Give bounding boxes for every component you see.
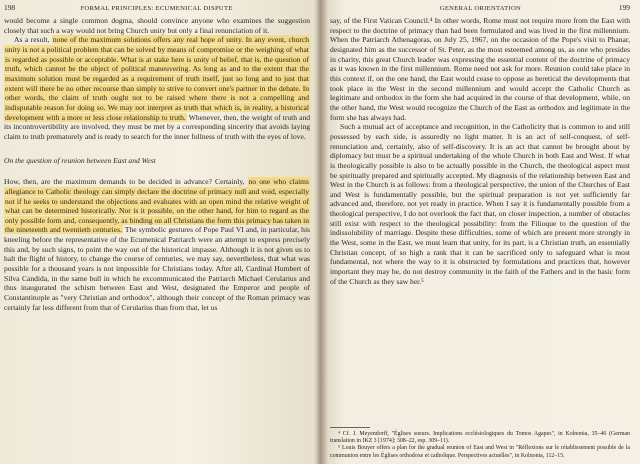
footnote-4: ⁴ Cf. J. Meyendorff, "Églises soeurs. Implications ecclésiologiques du Tomos Agapes", in Kolnonia, 35–46 (German translation in IKZ 3 [1974]: 308–22, esp. 309–11). — [330, 430, 630, 445]
left-paragraph-2 — [4, 35, 310, 141]
right-page-body — [330, 16, 630, 286]
left-page-body — [4, 16, 310, 312]
left-paragraph-2-lead: As a result, — [14, 35, 52, 45]
right-page-number: 199 — [618, 3, 630, 12]
left-running-head — [4, 3, 310, 14]
highlighted-passage-1: none of the maximum solutions offers any real hope of unity. In any event, church unity is not a political problem that can be solved by means of compromise or the weighing of what is regarded as possible or acceptable. What is at stake here is unity of belief, that is, the question of truth, which cannot be the object of political maneuvering. As long as and to the extent that the maximum solution must be regarded as a requirement of truth itself, just so long and to just that extent will there be no other recourse than simply to strive to convert one's partner in the debate. In other words, the claim of truth ought not to be raised where there is not a compelling and indisputable reason for doing so. We may not interpret as truth that which is, in reality, a historical development with a more or less close relationship to truth. — [5, 35, 309, 122]
footnote-rule — [330, 427, 370, 428]
left-paragraph-3-tail: The symbolic gestures of Pope Paul VI and, in particular, his kneeling before the representative of the Ecumenical Patriarch were an attempt to express precisely this and, by such signs, to point the way out of the historical impasse. Although it is not given us to halt the flight of history, to change the course of centuries, we may say, nevertheless, that what was possible for a thousand years is not impossible for Christians today. After all, Cardinal Humbert of Silva Candida, in the same bull in which he excommunicated the Patriarch Michael Cerularius and thus inaugurated the schism between East and West, designated the Emperor and people of Constantinople as "very Christian and orthodox", although their concept of the Roman primacy was certainly far less different from that of Cerularius than from that, let us — [4, 225, 310, 312]
right-paragraph-1: say, of the First Vatican Council.⁴ In other words, Rome must not require more from the East with respect to the doctrine of primacy than had been formulated and was lived in the first millennium. When the Patriarch Athenagoras, on July 25, 1967, on the occasion of the Pope's visit to Phanar, designated him as the successor of St. Peter, as the most esteemed among us, as one who presides in charity, this great Church leader was expressing the essential content of the doctrine of primacy as it was known in the first millennium. Rome need not ask for more. Reunion could take place in this context if, on the one hand, the East would cease to oppose as heretical the developments that took place in the West in the second millennium and would accept the Catholic Church as legitimate and orthodox in the form she had acquired in the course of that development, while, on the other hand, the West would recognize the Church of the East as orthodox and legitimate in the form she has always had. — [330, 16, 630, 122]
section-subheading: On the question of reunion between East and West — [4, 155, 156, 165]
right-running-head — [330, 3, 630, 14]
left-page — [0, 0, 318, 464]
highlighted-passage-2: no one who claims allegiance to Catholic theology can simply declare the doctrine of primacy null and void, especially not if he seeks to understand the objections and evaluates with an open mind the relative weight of what can be determined historically. Nor is it possible, on the other hand, for him to regard as the only possible form and, consequently, as binding on all Christians the form this primacy has taken in the nineteenth and twentieth centuries. — [5, 177, 309, 235]
left-running-title: FORMAL PRINCIPLES: ECUMENICAL DISPUTE — [80, 5, 233, 12]
right-running-title: GENERAL ORIENTATION — [439, 5, 522, 12]
right-page — [318, 0, 640, 464]
left-paragraph-3-lead: How, then, are the maximum demands to be decided in advance? Certainly, — [4, 177, 248, 187]
left-paragraph-3 — [4, 177, 310, 312]
left-paragraph-2-tail: Whenever, then, the weight of truth and its incontrovertibility are involved, they must be met by a corresponding sincerity that avoids laying claim to truth prematurely and is ready to search for the inner fullness of truth with the eyes of love. — [4, 112, 310, 141]
footnote-5: ⁵ Louis Bouyer offers a plan for the gradual reunion of East and West in "Réflexions sur le rétablissement possible de la communion entre les Églises orthodoxe et catholique. Perspectives actuelles", in Kolnonia, 112–15. — [330, 445, 630, 459]
left-paragraph-1: would become a single common dogma, should convince anyone who examines the suggestion closely that such a way would not bring Church unity but only a final renunciation of it. — [4, 16, 310, 35]
right-paragraph-2: Such a mutual act of acceptance and recognition, in the Catholicity that is common to and still possessed by each side, is assuredly no light matter. It is an act of self-conquest, of self-renunciation and, certainly, also of self-discovery. It is an act that cannot be brought about by diplomacy but must be a spiritual undertaking of the whole Church in both East and West. If what is theologically possible is also to be actually possible in the Church, the theological aspect must be spiritually prepared and spiritually accepted. My diagnosis of the relationship between East and West in the Church is as follows: from a theological perspective, the union of the Churches of East and West is fundamentally possible, but the spiritual preparation is not yet sufficiently far advanced and, therefore, not yet ready in practice. When I say it is fundamentally possible from a theological perspective, I do not overlook the fact that, on closer inspection, a number of obstacles still exist with respect to the theological possibility: from the Filioque to the question of the indissolubility of marriage. Despite these difficulties, some of which are present more strongly in the West, some in the East, we must learn that unity, for its part, is a Christian truth, an essentially Christian concept, of so high a rank that it can be sacrificed only to safeguard what is most fundamental, not where the way to it is obstructed by formulations and practices that, however important they may be, do not destroy community in the faith of the Fathers and in the basic form of the Church as they saw her.⁵ — [330, 122, 630, 286]
footnotes — [330, 427, 630, 460]
left-page-number: 198 — [4, 3, 16, 12]
